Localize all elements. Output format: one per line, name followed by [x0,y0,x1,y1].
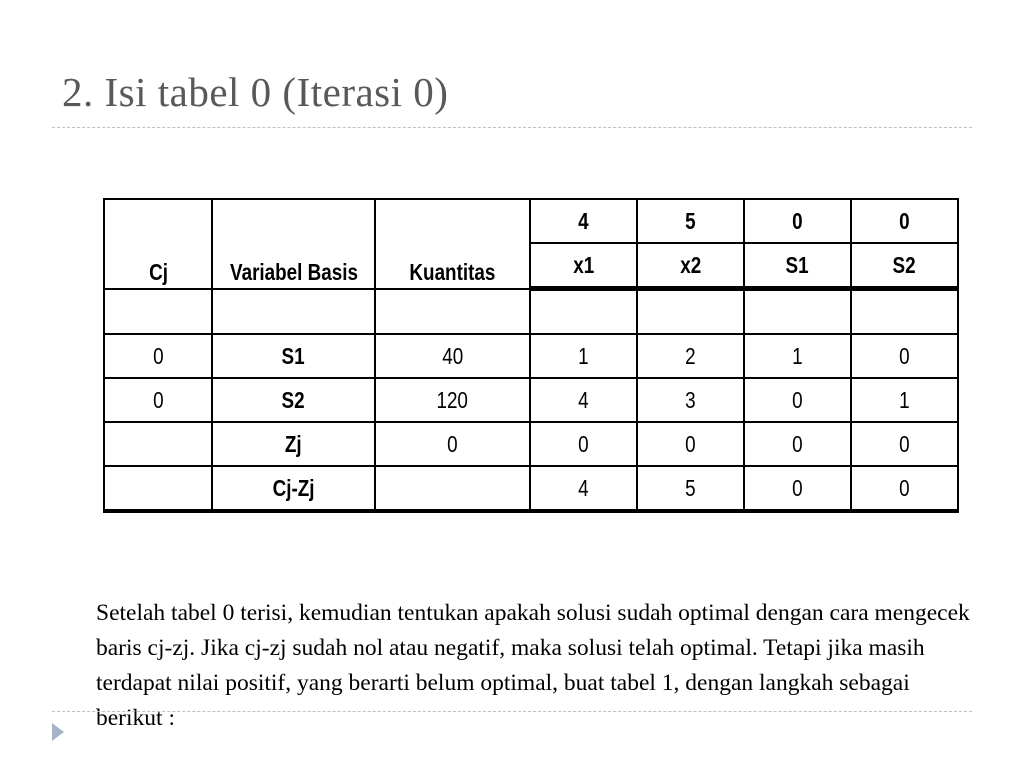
header-cj: Cj [104,199,212,289]
table-cell: 0 [104,378,212,422]
triangle-bullet-icon [52,723,64,741]
footer-divider [52,711,972,712]
slide-title: 2. Isi tabel 0 (Iterasi 0) [62,69,449,115]
table-cell: 0 [851,334,958,378]
table-row-s2 [104,378,958,422]
table-row-cj-zj [104,466,958,511]
table-cell [104,289,212,335]
table-cell: S1 [212,334,375,378]
table-row-s1 [104,334,958,378]
header-x1: x1 [530,243,637,289]
table-cell: 0 [530,422,637,466]
header-quantity: Kuantitas [375,199,530,289]
explanation-paragraph: Setelah tabel 0 terisi, kemudian tentukan apakah solusi sudah optimal dengan cara mengecek baris cj-zj. Jika cj-zj sudah nol atau negatif, maka solusi telah optimal. Tetapi jika masih terdapat nilai positif, yang berarti belum optimal, buat tabel 1, dengan langkah sebagai berikut : [96,600,970,731]
table-cell: Cj-Zj [212,466,375,511]
coef-x2: 5 [637,199,744,243]
table-cell: 0 [104,334,212,378]
header-x2: x2 [637,243,744,289]
table-cell: 40 [375,334,530,378]
table-cell [851,289,958,335]
table-cell: 0 [744,422,851,466]
table-cell [530,289,637,335]
empty-row [104,289,958,335]
table-cell [104,422,212,466]
table-cell: Zj [212,422,375,466]
table-cell: 0 [637,422,744,466]
header-basis: Variabel Basis [212,199,375,289]
table-cell [104,466,212,511]
table-cell: 0 [851,466,958,511]
coef-s1: 0 [744,199,851,243]
table-cell [212,289,375,335]
coefficient-row [104,199,958,243]
table-cell: 2 [637,334,744,378]
header-s2: S2 [851,243,958,289]
table-cell: 1 [744,334,851,378]
coef-x1: 4 [530,199,637,243]
table-cell: S2 [212,378,375,422]
coef-s2: 0 [851,199,958,243]
table-cell: 1 [530,334,637,378]
table-cell [375,466,530,511]
table-cell: 0 [744,466,851,511]
title-divider [52,127,972,128]
table-cell: 4 [530,466,637,511]
table-cell: 4 [530,378,637,422]
simplex-table [103,198,959,513]
table-cell: 120 [375,378,530,422]
table-row-zj [104,422,958,466]
table-cell [744,289,851,335]
table-cell: 1 [851,378,958,422]
table-cell: 3 [637,378,744,422]
table-cell: 0 [851,422,958,466]
table-cell: 5 [637,466,744,511]
table-cell [637,289,744,335]
header-s1: S1 [744,243,851,289]
table-cell: 0 [375,422,530,466]
table-cell [375,289,530,335]
table-cell: 0 [744,378,851,422]
